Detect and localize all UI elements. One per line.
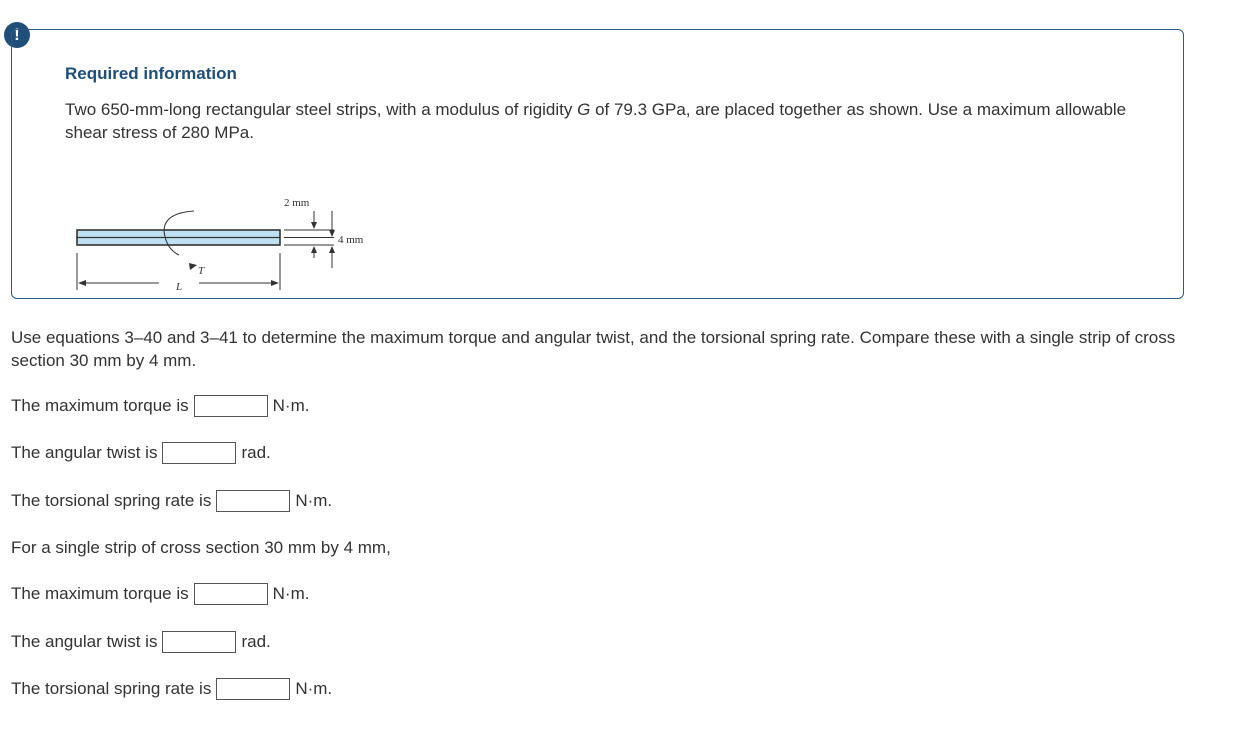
answer-row-spring-rate — [11, 488, 332, 514]
answer-row-single-max-torque — [11, 581, 309, 607]
answer-unit: N·m. — [295, 491, 333, 510]
single-strip-heading: For a single strip of cross section 30 mm by 4 mm, — [11, 538, 391, 557]
single-angular-twist-input[interactable] — [162, 631, 236, 653]
answer-unit: N·m. — [272, 396, 310, 415]
thickness-2mm-label: 2 mm — [284, 197, 310, 209]
info-text-before: Two 650-mm-long rectangular steel strips, with a modulus of rigidity — [65, 100, 578, 119]
spring-rate-input[interactable] — [216, 490, 290, 512]
length-arrow-right-icon — [271, 280, 279, 286]
answer-label: The angular twist is — [11, 443, 158, 462]
steel-strips-figure — [74, 193, 374, 293]
length-label: L — [176, 281, 183, 293]
answer-row-single-spring-rate — [11, 676, 332, 702]
angular-twist-input[interactable] — [162, 442, 236, 464]
single-spring-rate-input[interactable] — [216, 678, 290, 700]
answer-label: The maximum torque is — [11, 396, 189, 415]
answer-row-max-torque — [11, 393, 309, 419]
arrow-4mm-a-head-icon — [311, 246, 317, 253]
thickness-4mm-label: 4 mm — [338, 234, 364, 246]
arrow-2mm-b-head-icon — [329, 230, 335, 237]
answer-unit: N·m. — [272, 584, 310, 603]
question-text: Use equations 3–40 and 3–41 to determine the maximum torque and angular twist, and the torsional spring rate. Compare these with a single strip of cross section 30 mm by 4 mm. — [11, 328, 1176, 370]
arrow-4mm-b-head-icon — [329, 246, 335, 253]
answer-unit: rad. — [241, 443, 271, 462]
answer-label: The torsional spring rate is — [11, 679, 212, 698]
max-torque-input[interactable] — [194, 395, 268, 417]
torque-arrowhead-icon — [189, 263, 197, 270]
torque-label: T — [198, 265, 205, 277]
modulus-symbol: G — [577, 100, 591, 119]
length-arrow-left-icon — [78, 280, 86, 286]
info-text — [65, 98, 1135, 144]
answer-unit: rad. — [241, 632, 271, 651]
answer-row-single-angular-twist — [11, 629, 271, 655]
info-text-after: of 79.3 GPa, are placed together as shown. Use a maximum allowable shear stress of 280 MPa. — [65, 100, 1127, 142]
strip-diagram — [74, 193, 374, 293]
answer-label: The angular twist is — [11, 632, 158, 651]
info-title: Required information — [65, 64, 237, 83]
answer-row-angular-twist — [11, 440, 271, 466]
single-max-torque-input[interactable] — [194, 583, 268, 605]
answer-unit: N·m. — [295, 679, 333, 698]
arrow-2mm-a-head-icon — [311, 222, 317, 229]
required-info-alert-icon: ! — [4, 22, 30, 48]
required-information-panel — [11, 29, 1184, 299]
answer-label: The torsional spring rate is — [11, 491, 212, 510]
answer-label: The maximum torque is — [11, 584, 189, 603]
